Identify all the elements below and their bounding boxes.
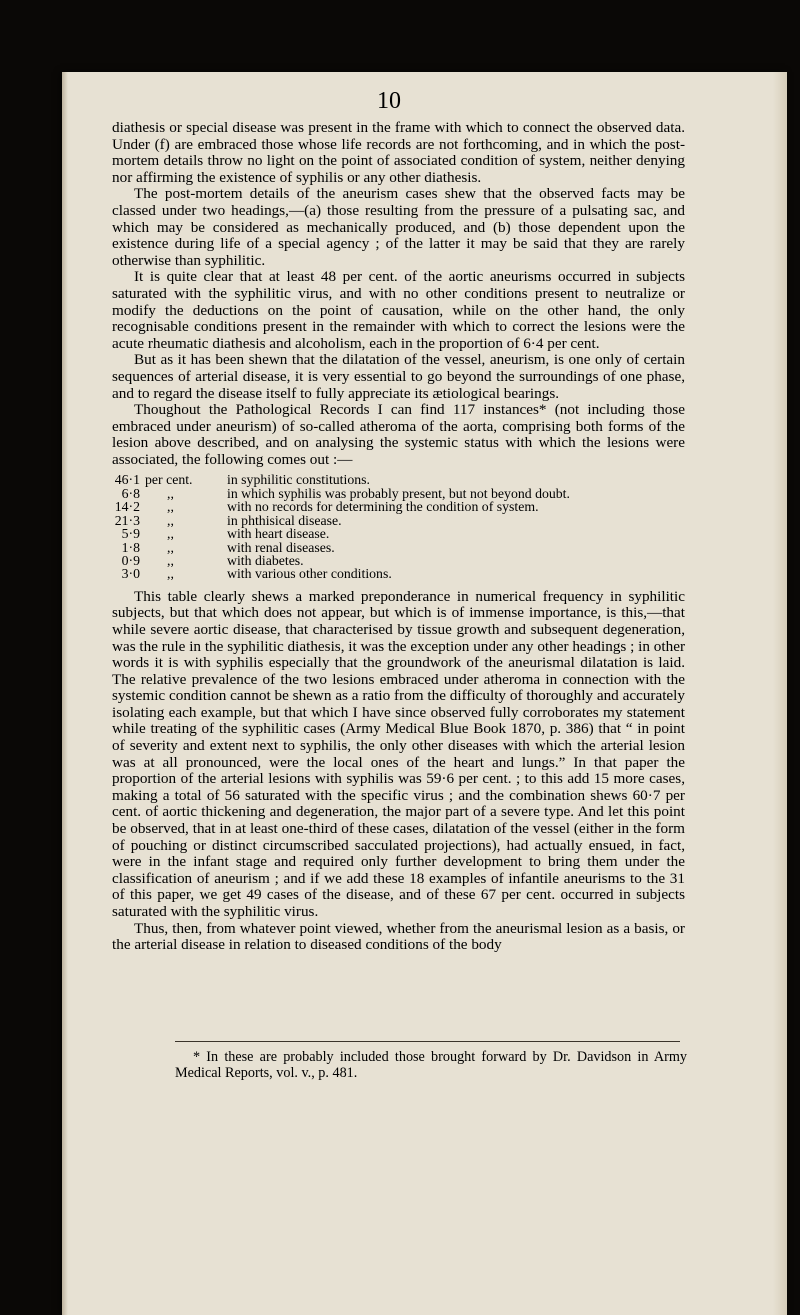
stat-unit: ,, xyxy=(167,526,174,542)
paragraph: Thoughout the Pathological Records I can find 117 instances* (not including those embraced under aneurism) of so-called atheroma of the aorta, comprising both forms of the lesion above described, and on analysing the systemic status with which the lesions were associated, the following comes out :— xyxy=(112,401,685,468)
stat-description: with various other conditions. xyxy=(227,566,392,582)
stat-unit: ,, xyxy=(167,485,174,501)
stat-value: 5·9 xyxy=(121,526,140,542)
paragraph: Thus, then, from whatever point viewed, whether from the aneurismal lesion as a basis, or the arterial disease in relation to diseased conditions of the body xyxy=(112,919,685,954)
table-row xyxy=(112,473,685,486)
stat-unit: ,, xyxy=(167,539,174,555)
table-row xyxy=(112,567,685,580)
stat-description: with heart disease. xyxy=(227,526,330,542)
stat-value: 14·2 xyxy=(114,499,140,515)
paragraph: The post-mortem details of the aneurism cases shew that the observed facts may be classed under two headings,—(a) those resulting from the pressure of a pulsating sac, and which may be considered as mechanically produced, and (b) those dependent upon the existence during life of a special agency ; of the latter it may be said that they are rarely otherwise than syphilitic. xyxy=(112,185,685,269)
table-row xyxy=(112,527,685,540)
stat-description: with diabetes. xyxy=(227,552,304,568)
statistics-table xyxy=(112,473,685,580)
stat-value: 21·3 xyxy=(114,512,140,528)
paragraph: But as it has been shewn that the dilatation of the vessel, aneurism, is one only of certain sequences of arterial disease, it is very essential to go beyond the surroundings of one phase, and to regard the disease itself to fully appreciate its ætiological bearings. xyxy=(112,351,685,402)
stat-unit: ,, xyxy=(167,552,174,568)
body-text xyxy=(112,120,685,954)
stat-unit: per cent. xyxy=(145,472,193,488)
stat-description: in syphilitic constitutions. xyxy=(227,472,370,488)
stat-value: 3·0 xyxy=(121,566,140,582)
stat-description: with no records for determining the condition of system. xyxy=(227,499,539,515)
table-row xyxy=(112,541,685,554)
page-gutter-shadow xyxy=(62,72,68,1315)
table-row xyxy=(112,487,685,500)
stat-value: 1·8 xyxy=(121,539,140,555)
stat-unit: ,, xyxy=(167,512,174,528)
stat-value: 46·1 xyxy=(114,472,140,488)
page-number: 10 xyxy=(377,88,401,114)
stat-description: with renal diseases. xyxy=(227,539,335,555)
paragraph: It is quite clear that at least 48 per cent. of the aortic aneurisms occurred in subjects saturated with the syphilitic virus, and with no other conditions present to neutralize or modify the deductions on the point of causation, while on the other hand, the only recognisable conditions present in the remainder with which to correct the lesions were the acute rheumatic diathesis and alcoholism, each in the proportion of 6·4 per cent. xyxy=(112,268,685,352)
paragraph: This table clearly shews a marked preponderance in numerical frequency in syphilitic subjects, but that which does not appear, but which is of immense importance, is this,—that while severe aortic disease, that characterised by tissue growth and subsequent degeneration, was the rule in the syphilitic diathesis, it was the exception under any other headings ; in other words it is with syphilis especially that the groundwork of the aneurismal dilatation is laid. The relative prevalence of the two lesions embraced under atheroma in connection with the systemic condition cannot be shewn as a ratio from the difficulty of thoroughly and accurately isolating each example, but that which I have since observed fully corroborates my statement while treating of the syphilitic cases (Army Medical Blue Book 1870, p. 386) that “ in point of severity and extent next to syphilis, the only other diseases with which the arterial lesion was at all pronounced, were the local ones of the heart and lungs.” In that paper the proportion of the arterial lesions with syphilis was 59·6 per cent. ; to this add 15 more cases, making a total of 56 saturated with the specific virus ; and the combination shews 60·7 per cent. of aortic thickening and degeneration, the major part of a severe type. And let this point be observed, that in at least one-third of these cases, dilatation of the vessel (either in the form of pouching or distinct circumscribed sacculated projections), had actually ensued, in fact, were in the infant stage and required only further development to bring them under the classification of aneurism ; and if we add these 18 examples of infantile aneurisms to the 31 of this paper, we get 49 cases of the disease, and of these 67 per cent. occurred in subjects saturated with the syphilitic virus. xyxy=(112,587,685,920)
stat-description: in which syphilis was probably present, but not beyond doubt. xyxy=(227,485,570,501)
footnote: * In these are probably included those brought forward by Dr. Davidson in Army Medical Reports, vol. v., p. 481. xyxy=(175,1049,687,1081)
footnote-divider xyxy=(175,1041,680,1042)
page-edge xyxy=(773,72,787,1315)
stat-unit: ,, xyxy=(167,566,174,582)
stat-unit: ,, xyxy=(167,499,174,515)
paragraph: diathesis or special disease was present in the frame with which to connect the observed data. Under (f) are embraced those whose life records are not forthcoming, and in which the post-mortem details throw no light on the point of associated condition of system, neither denying nor affirming the existence of syphilis or any other diathesis. xyxy=(112,119,685,186)
stat-value: 0·9 xyxy=(121,552,140,568)
table-row xyxy=(112,554,685,567)
table-row xyxy=(112,514,685,527)
stat-description: in phthisical disease. xyxy=(227,512,342,528)
table-row xyxy=(112,500,685,513)
stat-value: 6·8 xyxy=(121,485,140,501)
